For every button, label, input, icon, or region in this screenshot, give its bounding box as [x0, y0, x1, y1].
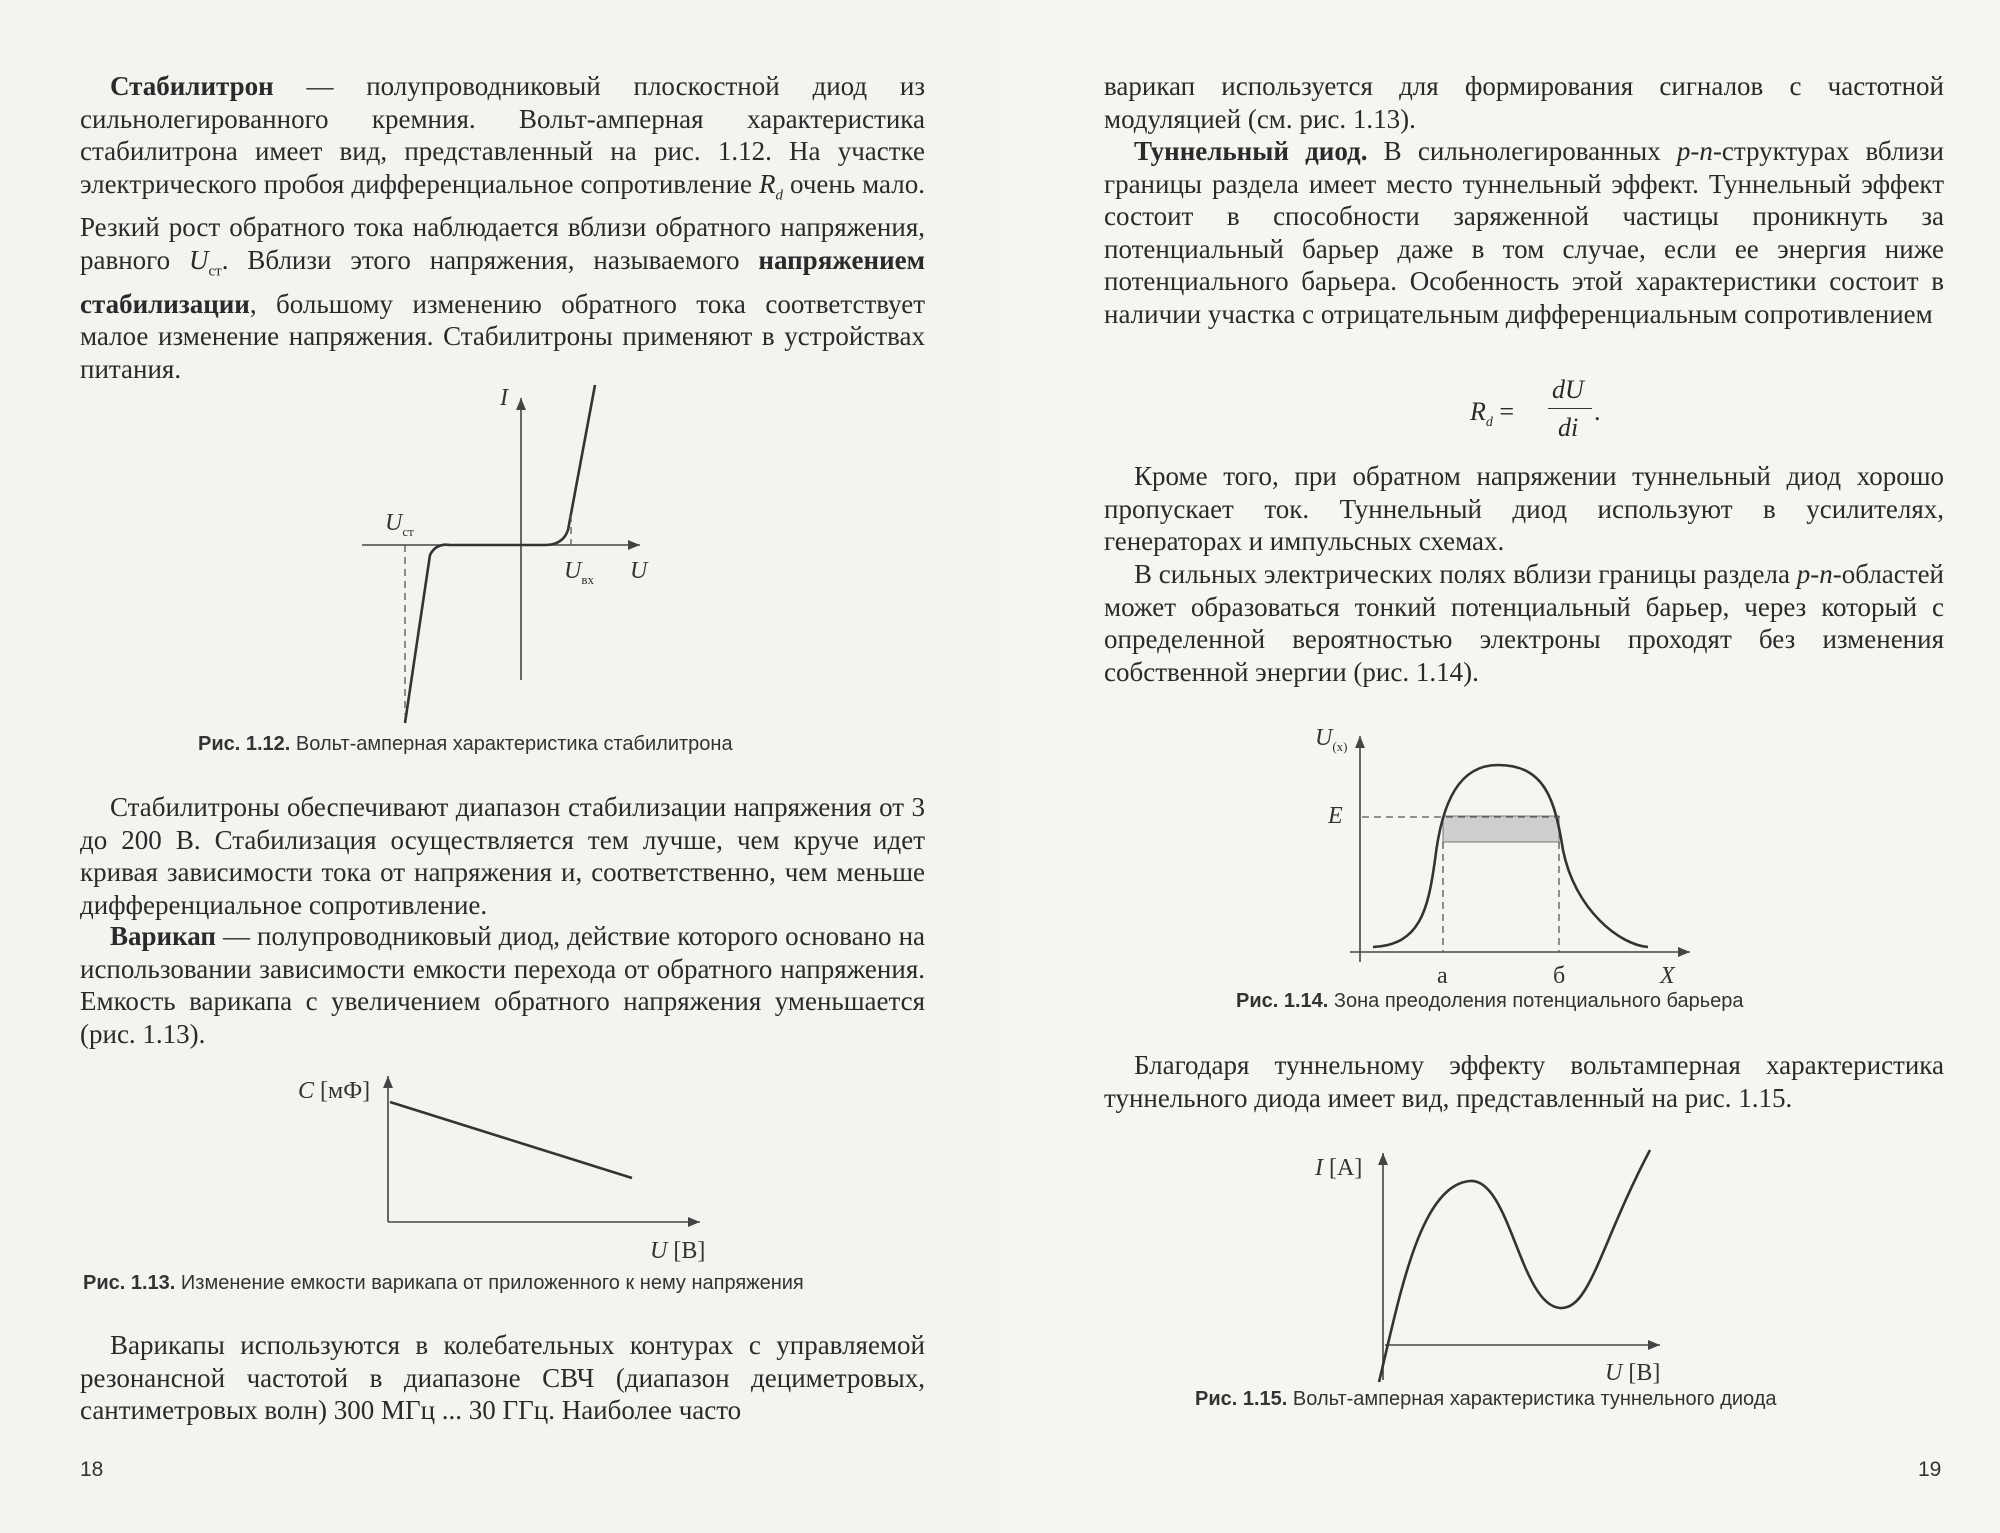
fig12-y-arrow — [516, 398, 526, 410]
paragraph-varikap-modulation: варикап используется для формирования сигналов с частотной модуляцией (см. рис. 1.13). — [1104, 71, 1944, 134]
caption-fig-1-13: Рис. 1.13. Изменение емкости варикапа от приложенного к нему напряжения — [83, 1272, 804, 1294]
caption-fig-1-14: Рис. 1.14. Зона преодоления потенциального барьера — [1236, 990, 1744, 1012]
term-varikap: Варикап — [110, 921, 216, 951]
figure-1-13 — [0, 1060, 1000, 1264]
fig13-y-label: C [мФ] — [298, 1078, 371, 1104]
caption-fig-1-12: Рис. 1.12. Вольт-амперная характеристика стабилитрона — [198, 733, 733, 755]
formula-rd — [1470, 375, 1670, 455]
term-tunnel-diode: Туннельный диод. — [1134, 136, 1368, 166]
fig13-x-arrow — [688, 1217, 700, 1227]
fig13-curve — [390, 1102, 632, 1178]
fig14-y-arrow — [1355, 736, 1365, 748]
paragraph-tunnel-diode: Туннельный диод. В сильнолегированных p-n-структурах вблизи границы раздела имеет место туннельный эффект. Туннельный эффект состоит в способности заряженной частицы проникнуть за потенциальный барьер даже в том случае, если ее энергия ниже потенциального барьера. Особенность этой характеристики состоит в наличии участка с отрицательным дифференциальным сопротивлением — [1104, 136, 1944, 329]
fig14-a-label: а — [1437, 963, 1448, 989]
page-number-left: 18 — [80, 1458, 104, 1481]
formula-dot: . — [1594, 397, 1601, 426]
paragraph-stabilitron: Стабилитрон — полупроводниковый плоскостной диод из сильнолегированного кремния. Вольт-амперная характеристика стабилитрона имеет вид, представленный на рис. 1.12. На участке электрического пробоя дифференциальное сопротивление $R_d$ очень мало. Резкий рост обратного тока наблюдается вблизи обратного напряжения, равного $U_{ст}$. Вблизи этого напряжения, называемого напряжением стабилизации, большому изменению обратного тока соответствует малое изменение напряжения. Стабилитроны применяют в устройствах питания. — [80, 71, 925, 384]
fig15-curve — [1379, 1150, 1650, 1382]
fig14-b-label: б — [1553, 963, 1566, 989]
term-stabilization-voltage: напряжением стабилизации — [80, 244, 925, 319]
formula-fraction-bar — [1548, 408, 1592, 409]
fig14-x-label: X — [1660, 963, 1675, 989]
page-number-right: 19 — [1918, 1458, 1942, 1481]
formula-lhs: $R_d$ = — [1470, 397, 1515, 431]
fig15-y-arrow — [1378, 1153, 1388, 1165]
right-page — [1000, 0, 2000, 1533]
fig13-x-label: U [В] — [650, 1238, 706, 1264]
fig14-e-label: E — [1328, 803, 1343, 829]
paragraph-tunnel-effect-vac: Благодаря туннельному эффекту вольтамперная характеристика туннельного диода имеет вид, представленный на рис. 1.15. — [1104, 1050, 1944, 1113]
fig13-y-arrow — [383, 1076, 393, 1088]
fig12-ust-label: $U_{ст}$ — [385, 510, 414, 539]
fig12-curve — [405, 385, 595, 723]
fig15-y-label: I [А] — [1315, 1155, 1363, 1181]
fig14-y-label: $U_{(x)}$ — [1315, 725, 1348, 754]
fig14-x-arrow — [1678, 947, 1690, 957]
term-stabilitron: Стабилитрон — [110, 71, 274, 101]
fig14-barrier-curve — [1373, 765, 1648, 947]
figure-1-15 — [1000, 1145, 2000, 1385]
paragraph-stabilization-range: Стабилитроны обеспечивают диапазон стабилизации напряжения от 3 до 200 В. Стабилизация осуществляется тем лучше, чем круче идет кривая зависимости тока от напряжения и, соответственно, чем меньше дифференциальное сопротивление. — [80, 792, 925, 920]
fig14-tunnel-zone — [1443, 816, 1559, 842]
fig12-uvx-label: $U_{вх}$ — [564, 558, 594, 587]
fig15-x-label: U [В] — [1605, 1360, 1661, 1386]
caption-fig-1-15: Рис. 1.15. Вольт-амперная характеристика туннельного диода — [1195, 1388, 1777, 1410]
figure-1-14 — [1000, 720, 2000, 989]
fig12-y-label: I — [500, 385, 508, 411]
fig12-x-arrow — [628, 540, 640, 550]
fig12-x-label: U — [630, 558, 648, 584]
fig15-x-arrow — [1648, 1340, 1660, 1350]
paragraph-varikap: Варикап — полупроводниковый диод, действие которого основано на использовании зависимости емкости перехода от обратного напряжения. Емкость варикапа с увеличением обратного напряжения уменьшается (рис. 1.13). — [80, 921, 925, 1049]
figure-1-12 — [0, 380, 1000, 720]
paragraph-strong-fields: В сильных электрических полях вблизи границы раздела p-n-областей может образоваться тонкий потенциальный барьер, через который с определенной вероятностью электроны проходят без изменения собственной энергии (рис. 1.14). — [1104, 559, 1944, 687]
paragraph-varikap-usage: Варикапы используются в колебательных контурах с управляемой резонансной частотой в диапазоне СВЧ (диапазон дециметровых, сантиметровых волн) 300 МГц ... 30 ГГц. Наиболее часто — [80, 1330, 925, 1425]
paragraph-reverse-voltage: Кроме того, при обратном напряжении туннельный диод хорошо пропускает ток. Туннельный диод используют в усилителях, генераторах и импульсных схемах. — [1104, 461, 1944, 556]
formula-denominator: di — [1558, 413, 1579, 442]
formula-numerator: dU — [1552, 375, 1584, 404]
